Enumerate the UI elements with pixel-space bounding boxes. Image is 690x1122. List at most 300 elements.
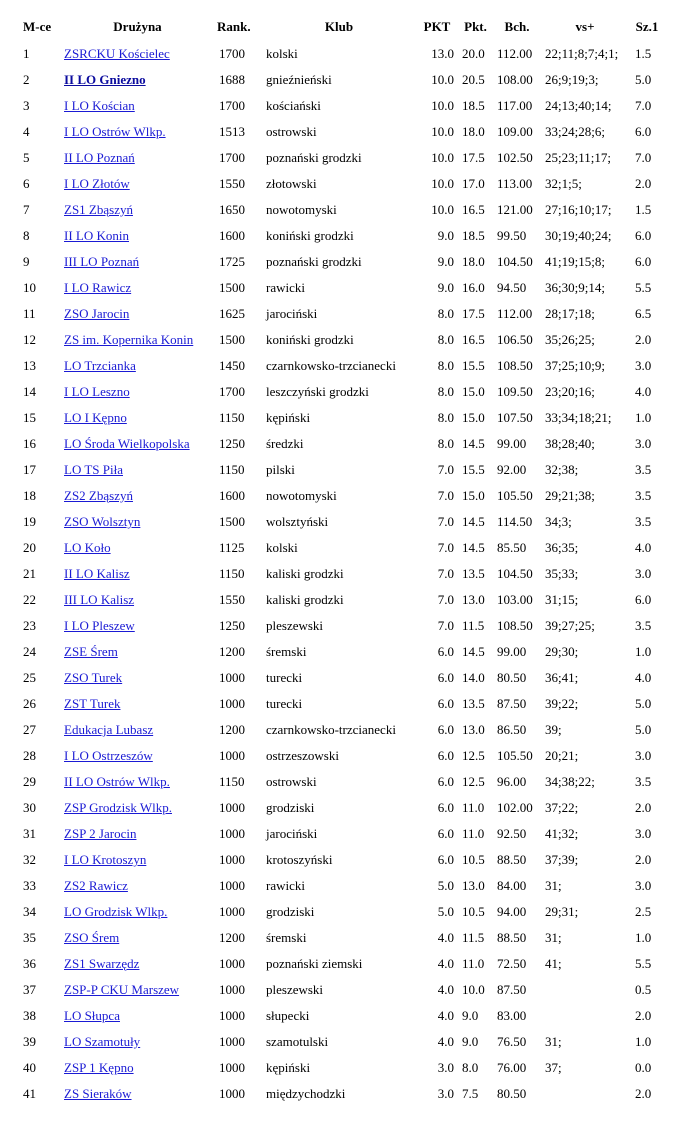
team-link[interactable]: LO Słupca (64, 1008, 120, 1023)
club-cell: pleszewski (266, 618, 324, 633)
vs-cell: 39; (545, 722, 562, 737)
position-cell: 8 (23, 228, 30, 243)
club-cell: grodziski (266, 800, 315, 815)
bch-cell: 105.50 (497, 748, 533, 763)
team-link[interactable]: II LO Kalisz (64, 566, 130, 581)
table-row (20, 223, 665, 249)
vs-cell (541, 1003, 629, 1029)
table-row (20, 951, 665, 977)
bch-cell: 106.50 (497, 332, 533, 347)
rank-cell: 1550 (219, 592, 245, 607)
team-cell (60, 431, 215, 457)
pkt-cell: 9.0 (437, 228, 454, 243)
bch-cell: 94.00 (497, 904, 527, 919)
bch-cell: 105.50 (497, 488, 533, 503)
pkt-cell: 4.0 (437, 1008, 454, 1023)
team-link[interactable]: ZSO Jarocin (64, 306, 130, 321)
sz1-cell: 1.0 (635, 410, 652, 425)
pkt2-cell: 20.0 (462, 46, 485, 61)
bch-cell: 102.00 (497, 800, 533, 815)
bch-cell: 108.50 (497, 618, 533, 633)
vs-cell: 37; (545, 1060, 562, 1075)
vs-cell: 20;21; (545, 748, 579, 763)
team-cell (60, 197, 215, 223)
position-cell: 24 (23, 644, 36, 659)
bch-cell: 86.50 (497, 722, 527, 737)
table-row (20, 509, 665, 535)
rank-cell: 1700 (219, 46, 245, 61)
bch-cell: 96.00 (497, 774, 527, 789)
pkt2-cell: 16.5 (462, 202, 485, 217)
position-cell: 5 (23, 150, 30, 165)
vs-cell: 31; (545, 1034, 562, 1049)
team-link[interactable]: ZSE Śrem (64, 644, 118, 659)
club-cell: kępiński (266, 1060, 311, 1075)
vs-cell: 25;23;11;17; (545, 150, 611, 165)
bch-cell: 103.00 (497, 592, 533, 607)
position-cell: 26 (23, 696, 36, 711)
table-row (20, 1055, 665, 1081)
table-row (20, 769, 665, 795)
rank-cell: 1688 (219, 72, 245, 87)
sz1-cell: 3.0 (635, 566, 652, 581)
team-link[interactable]: LO TS Piła (64, 462, 123, 477)
rank-cell: 1513 (219, 124, 245, 139)
vs-cell: 39;22; (545, 696, 579, 711)
team-cell (60, 301, 215, 327)
team-cell (60, 821, 215, 847)
rank-cell: 1200 (219, 722, 245, 737)
header-row (20, 13, 665, 41)
bch-cell: 108.00 (497, 72, 533, 87)
vs-cell: 38;28;40; (545, 436, 595, 451)
header-position: M-ce (23, 19, 52, 34)
position-cell: 39 (23, 1034, 36, 1049)
team-link[interactable]: ZSO Śrem (64, 930, 120, 945)
team-link[interactable]: I LO Ostrzeszów (64, 748, 153, 763)
vs-cell: 36;41; (545, 670, 579, 685)
club-cell: koniński grodzki (266, 332, 354, 347)
position-cell: 30 (23, 800, 36, 815)
bch-cell: 114.50 (497, 514, 533, 529)
vs-cell: 32;38; (545, 462, 579, 477)
pkt2-cell: 11.5 (462, 618, 485, 633)
rank-cell: 1000 (219, 670, 245, 685)
rank-cell: 1000 (219, 1060, 245, 1075)
team-cell (60, 509, 215, 535)
table-row (20, 1029, 665, 1055)
header-club: Klub (324, 19, 354, 34)
team-link[interactable]: II LO Ostrów Wlkp. (64, 774, 170, 789)
header-rank: Rank. (217, 19, 251, 34)
sz1-cell: 6.0 (635, 124, 652, 139)
team-link[interactable]: I LO Rawicz (64, 280, 132, 295)
club-cell: pilski (266, 462, 295, 477)
table-row (20, 743, 665, 769)
position-cell: 3 (23, 98, 30, 113)
team-link[interactable]: I LO Ostrów Wlkp. (64, 124, 166, 139)
bch-cell: 80.50 (497, 1086, 527, 1101)
rank-cell: 1650 (219, 202, 245, 217)
rank-cell: 1000 (219, 878, 245, 893)
position-cell: 35 (23, 930, 36, 945)
pkt-cell: 4.0 (437, 1034, 454, 1049)
vs-cell: 39;27;25; (545, 618, 595, 633)
table-row (20, 41, 665, 67)
pkt2-cell: 11.5 (462, 930, 485, 945)
pkt-cell: 7.0 (437, 514, 454, 529)
team-link[interactable]: III LO Poznań (64, 254, 140, 269)
team-link[interactable]: LO Środa Wielkopolska (64, 436, 190, 451)
club-cell: leszczyński grodzki (266, 384, 369, 399)
position-cell: 10 (23, 280, 36, 295)
team-cell (60, 1081, 215, 1107)
bch-cell: 109.00 (497, 124, 533, 139)
pkt-cell: 6.0 (437, 670, 454, 685)
club-cell: poznański ziemski (266, 956, 363, 971)
rank-cell: 1625 (219, 306, 245, 321)
team-cell (60, 561, 215, 587)
team-cell (60, 483, 215, 509)
team-link[interactable]: I LO Złotów (64, 176, 130, 191)
sz1-cell: 3.5 (635, 774, 652, 789)
team-link[interactable]: II LO Poznań (64, 150, 135, 165)
club-cell: wolsztyński (266, 514, 329, 529)
sz1-cell: 2.0 (635, 1086, 652, 1101)
team-link[interactable]: ZS1 Zbąszyń (64, 202, 133, 217)
rank-cell: 1000 (219, 826, 245, 841)
pkt2-cell: 14.5 (462, 436, 485, 451)
sz1-cell: 5.0 (635, 722, 652, 737)
pkt2-cell: 13.0 (462, 722, 485, 737)
sz1-cell: 1.0 (635, 930, 652, 945)
vs-cell: 41; (545, 956, 562, 971)
rank-cell: 1600 (219, 488, 245, 503)
sz1-cell: 4.0 (635, 670, 652, 685)
rank-cell: 1200 (219, 930, 245, 945)
table-row (20, 717, 665, 743)
bch-cell: 99.00 (497, 644, 527, 659)
club-cell: jarociński (266, 826, 318, 841)
position-cell: 6 (23, 176, 30, 191)
team-cell (60, 691, 215, 717)
table-row (20, 327, 665, 353)
sz1-cell: 1.5 (635, 46, 652, 61)
team-cell (60, 93, 215, 119)
pkt-cell: 13.0 (431, 46, 454, 61)
bch-cell: 108.50 (497, 358, 533, 373)
pkt-cell: 6.0 (437, 774, 454, 789)
pkt2-cell: 11.0 (462, 826, 485, 841)
pkt2-cell: 15.5 (462, 462, 485, 477)
rank-cell: 1000 (219, 1034, 245, 1049)
header-sz1: Sz.1 (635, 19, 659, 34)
rank-cell: 1150 (219, 410, 245, 425)
pkt-cell: 10.0 (431, 72, 454, 87)
position-cell: 4 (23, 124, 30, 139)
bch-cell: 76.50 (497, 1034, 527, 1049)
bch-cell: 107.50 (497, 410, 533, 425)
pkt-cell: 4.0 (437, 982, 454, 997)
table-row (20, 249, 665, 275)
sz1-cell: 0.0 (635, 1060, 652, 1075)
sz1-cell: 3.0 (635, 748, 652, 763)
position-cell: 17 (23, 462, 36, 477)
position-cell: 34 (23, 904, 36, 919)
team-link[interactable]: I LO Kościan (64, 98, 135, 113)
pkt2-cell: 13.5 (462, 696, 485, 711)
rank-cell: 1700 (219, 384, 245, 399)
team-cell (60, 145, 215, 171)
position-cell: 41 (23, 1086, 36, 1101)
pkt-cell: 6.0 (437, 800, 454, 815)
pkt2-cell: 13.0 (462, 592, 485, 607)
team-link[interactable]: ZS im. Kopernika Konin (64, 332, 194, 347)
club-cell: koniński grodzki (266, 228, 354, 243)
pkt-cell: 7.0 (437, 592, 454, 607)
table-row (20, 587, 665, 613)
header-pkt: PKT (423, 19, 451, 34)
rank-cell: 1000 (219, 1086, 245, 1101)
club-cell: ostrowski (266, 124, 317, 139)
team-link[interactable]: ZSO Turek (64, 670, 123, 685)
position-cell: 37 (23, 982, 36, 997)
bch-cell: 88.50 (497, 930, 527, 945)
team-link[interactable]: ZSP 1 Kępno (64, 1060, 134, 1075)
header-bch: Bch. (504, 19, 530, 34)
pkt2-cell: 10.5 (462, 852, 485, 867)
pkt2-cell: 18.5 (462, 228, 485, 243)
sz1-cell: 6.0 (635, 228, 652, 243)
bch-cell: 104.50 (497, 254, 533, 269)
team-cell (60, 457, 215, 483)
club-cell: słupecki (266, 1008, 310, 1023)
position-cell: 33 (23, 878, 36, 893)
position-cell: 2 (23, 72, 30, 87)
sz1-cell: 5.5 (635, 956, 652, 971)
pkt-cell: 3.0 (437, 1086, 454, 1101)
position-cell: 20 (23, 540, 36, 555)
pkt2-cell: 14.5 (462, 644, 485, 659)
rank-cell: 1450 (219, 358, 245, 373)
bch-cell: 121.00 (497, 202, 533, 217)
position-cell: 15 (23, 410, 36, 425)
pkt2-cell: 16.0 (462, 280, 485, 295)
rank-cell: 1250 (219, 618, 245, 633)
team-cell (60, 977, 215, 1003)
rank-cell: 1000 (219, 904, 245, 919)
pkt2-cell: 9.0 (462, 1008, 479, 1023)
table-row (20, 431, 665, 457)
team-cell (60, 119, 215, 145)
pkt-cell: 7.0 (437, 462, 454, 477)
team-link[interactable]: LO Szamotuły (64, 1034, 141, 1049)
bch-cell: 76.00 (497, 1060, 527, 1075)
pkt-cell: 10.0 (431, 176, 454, 191)
pkt-cell: 8.0 (437, 436, 454, 451)
team-link[interactable]: ZSRCKU Kościelec (64, 46, 170, 61)
club-cell: złotowski (266, 176, 317, 191)
vs-cell: 35;33; (545, 566, 579, 581)
sz1-cell: 7.0 (635, 98, 652, 113)
vs-cell: 26;9;19;3; (545, 72, 599, 87)
rank-cell: 1000 (219, 748, 245, 763)
pkt2-cell: 12.5 (462, 748, 485, 763)
team-link[interactable]: ZSO Wolsztyn (64, 514, 141, 529)
sz1-cell: 5.0 (635, 72, 652, 87)
pkt-cell: 9.0 (437, 280, 454, 295)
bch-cell: 112.00 (497, 46, 533, 61)
table-row (20, 873, 665, 899)
pkt-cell: 7.0 (437, 488, 454, 503)
sz1-cell: 3.5 (635, 514, 652, 529)
table-row (20, 795, 665, 821)
vs-cell: 33;34;18;21; (545, 410, 612, 425)
team-link[interactable]: Edukacja Lubasz (64, 722, 154, 737)
position-cell: 25 (23, 670, 36, 685)
team-link[interactable]: ZSP-P CKU Marszew (64, 982, 180, 997)
position-cell: 7 (23, 202, 30, 217)
table-row (20, 639, 665, 665)
position-cell: 1 (23, 46, 30, 61)
vs-cell: 37;22; (545, 800, 579, 815)
club-cell: kaliski grodzki (266, 566, 344, 581)
vs-cell: 22;11;8;7;4;1; (545, 46, 619, 61)
pkt2-cell: 15.0 (462, 384, 485, 399)
club-cell: turecki (266, 696, 303, 711)
rank-cell: 1700 (219, 98, 245, 113)
position-cell: 9 (23, 254, 30, 269)
vs-cell: 28;17;18; (545, 306, 595, 321)
bch-cell: 113.00 (497, 176, 533, 191)
pkt-cell: 10.0 (431, 150, 454, 165)
pkt-cell: 6.0 (437, 644, 454, 659)
team-cell (60, 873, 215, 899)
club-cell: kępiński (266, 410, 311, 425)
team-link[interactable]: ZS2 Zbąszyń (64, 488, 133, 503)
sz1-cell: 6.5 (635, 306, 652, 321)
team-cell (60, 795, 215, 821)
team-link[interactable]: LO Trzcianka (64, 358, 136, 373)
vs-cell (541, 1081, 629, 1107)
pkt2-cell: 14.0 (462, 670, 485, 685)
table-row (20, 1081, 665, 1107)
bch-cell: 92.00 (497, 462, 527, 477)
sz1-cell: 0.5 (635, 982, 652, 997)
team-link[interactable]: ZS1 Swarzędz (64, 956, 140, 971)
bch-cell: 109.50 (497, 384, 533, 399)
position-cell: 18 (23, 488, 36, 503)
team-link[interactable]: ZS Sieraków (64, 1086, 132, 1101)
bch-cell: 99.00 (497, 436, 527, 451)
position-cell: 23 (23, 618, 36, 633)
club-cell: śremski (266, 930, 307, 945)
team-cell (60, 67, 215, 93)
team-link[interactable]: LO Koło (64, 540, 111, 555)
team-cell (60, 379, 215, 405)
table-row (20, 93, 665, 119)
pkt-cell: 6.0 (437, 722, 454, 737)
pkt-cell: 8.0 (437, 410, 454, 425)
club-cell: kolski (266, 540, 298, 555)
sz1-cell: 1.0 (635, 1034, 652, 1049)
sz1-cell: 6.0 (635, 592, 652, 607)
sz1-cell: 1.5 (635, 202, 652, 217)
bch-cell: 102.50 (497, 150, 533, 165)
pkt-cell: 7.0 (437, 618, 454, 633)
team-link[interactable]: ZST Turek (64, 696, 121, 711)
pkt2-cell: 14.5 (462, 540, 485, 555)
team-link[interactable]: II LO Konin (64, 228, 129, 243)
sz1-cell: 3.5 (635, 488, 652, 503)
club-cell: kaliski grodzki (266, 592, 344, 607)
sz1-cell: 2.0 (635, 852, 652, 867)
team-link[interactable]: III LO Kalisz (64, 592, 135, 607)
team-link[interactable]: II LO Gniezno (64, 72, 146, 87)
rank-cell: 1000 (219, 956, 245, 971)
vs-cell: 23;20;16; (545, 384, 595, 399)
pkt-cell: 5.0 (437, 904, 454, 919)
pkt-cell: 8.0 (437, 306, 454, 321)
position-cell: 22 (23, 592, 36, 607)
pkt2-cell: 10.5 (462, 904, 485, 919)
pkt2-cell: 16.5 (462, 332, 485, 347)
pkt-cell: 5.0 (437, 878, 454, 893)
team-link[interactable]: LO I Kępno (64, 410, 127, 425)
team-cell (60, 275, 215, 301)
pkt2-cell: 17.0 (462, 176, 485, 191)
team-link[interactable]: I LO Krotoszyn (64, 852, 147, 867)
team-link[interactable]: ZSP Grodzisk Wlkp. (64, 800, 172, 815)
vs-cell: 33;24;28;6; (545, 124, 605, 139)
team-link[interactable]: LO Grodzisk Wlkp. (64, 904, 168, 919)
position-cell: 36 (23, 956, 36, 971)
pkt-cell: 4.0 (437, 930, 454, 945)
rank-cell: 1700 (219, 150, 245, 165)
club-cell: śremski (266, 644, 307, 659)
pkt2-cell: 18.5 (462, 98, 485, 113)
club-cell: ostrowski (266, 774, 317, 789)
rank-cell: 1000 (219, 696, 245, 711)
team-cell (60, 665, 215, 691)
team-link[interactable]: I LO Leszno (64, 384, 130, 399)
table-row (20, 483, 665, 509)
position-cell: 14 (23, 384, 36, 399)
pkt-cell: 7.0 (437, 566, 454, 581)
sz1-cell: 2.0 (635, 800, 652, 815)
sz1-cell: 2.5 (635, 904, 652, 919)
club-cell: kościański (266, 98, 321, 113)
club-cell: jarociński (266, 306, 318, 321)
club-cell: rawicki (266, 878, 305, 893)
pkt-cell: 6.0 (437, 696, 454, 711)
pkt-cell: 8.0 (437, 384, 454, 399)
bch-cell: 80.50 (497, 670, 527, 685)
team-link[interactable]: ZS2 Rawicz (64, 878, 128, 893)
club-cell: czarnkowsko-trzcianecki (266, 358, 396, 373)
team-link[interactable]: I LO Pleszew (64, 618, 135, 633)
sz1-cell: 6.0 (635, 254, 652, 269)
position-cell: 29 (23, 774, 36, 789)
team-link[interactable]: ZSP 2 Jarocin (64, 826, 137, 841)
vs-cell: 36;30;9;14; (545, 280, 605, 295)
vs-cell: 35;26;25; (545, 332, 595, 347)
bch-cell: 83.00 (497, 1008, 527, 1023)
vs-cell: 24;13;40;14; (545, 98, 612, 113)
pkt-cell: 10.0 (431, 202, 454, 217)
table-row (20, 405, 665, 431)
table-row (20, 561, 665, 587)
